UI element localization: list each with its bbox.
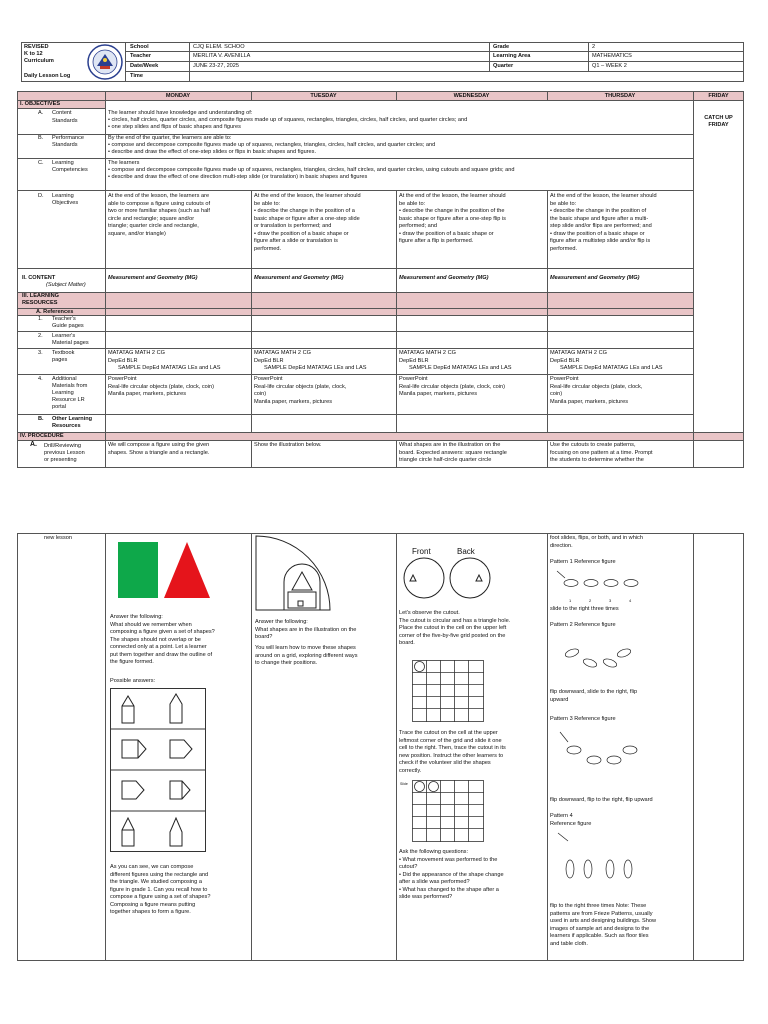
revised-label: REVISED [24, 44, 49, 50]
pattern-4-caption-line: patterns are from Frieze Patterns, usually [550, 910, 653, 917]
resources-heading: III. LEARNING [22, 293, 59, 299]
learning-objectives-letter: D. [38, 193, 44, 199]
wed-observe-line: Place the cutout in the cell on the upper left [399, 625, 507, 631]
pattern-1-num-4: 4 [629, 598, 632, 603]
possible-answers-figure [110, 688, 206, 852]
school-value: CJQ ELEM. SCHOO [193, 44, 245, 50]
tb-line: DepEd BLR [254, 357, 284, 364]
drill-label-2: previous Lesson [44, 450, 85, 456]
pattern-4-caption-line: flip to the right three times Note: These [550, 903, 647, 909]
lo-mon-line: circle and rectangle; square and/or [108, 215, 195, 222]
lo-wed-line: be able to: [399, 200, 426, 207]
lo-tue-line: be able to: [254, 200, 281, 207]
lo-tue-line: performed. [254, 245, 282, 252]
drill-label-1: Drill/Reviewing [44, 443, 81, 449]
mon-conclusion-line: As you can see, we can compose [110, 864, 194, 870]
tb-line: SAMPLE DepEd MATATAG LEs and LAS [409, 365, 512, 371]
daily-lesson-log-label: Daily Lesson Log [24, 73, 71, 79]
wed-ask-line: Ask the following questions: [399, 849, 469, 855]
mon-conclusion-line: figure in grade 1. Can you recall how to [110, 886, 208, 893]
tue-learn-line: around on a grid, exploring different ways [255, 652, 358, 659]
lo-wed-line: performed; and [399, 223, 437, 229]
catch-up-friday-label: FRIDAY [708, 122, 729, 128]
tb-line: MATATAG MATH 2 CG [399, 350, 456, 356]
am-line: PowerPoint [108, 376, 137, 382]
tb-line: MATATAG MATH 2 CG [550, 350, 607, 356]
tb-label-2: pages [52, 357, 68, 363]
am-label-3: Learning [52, 390, 74, 396]
lo-mon-line: able to compose a figure using cutouts of [108, 200, 210, 207]
tue-answer-line: What shapes are in the illustration on the [255, 626, 357, 633]
performance-standards-text-1: By the end of the quarter, the learners are able to: [108, 135, 232, 141]
pattern-4-caption-line: and table cloth. [550, 940, 588, 947]
performance-standards-label-1: Performance [52, 135, 85, 141]
content-heading: II. CONTENT [22, 275, 56, 281]
pattern-3-caption: flip downward, flip to the right, flip upward [550, 797, 653, 803]
lo-mon-line: triangle; quarter circle and rectangle, [108, 223, 199, 229]
am-line: Manila paper, markers, pictures [550, 398, 629, 405]
k12-label: K to 12 [24, 51, 43, 57]
procedure-heading: IV. PROCEDURE [20, 433, 64, 439]
drill-thu-3: the students to determine whether the [550, 457, 644, 463]
mon-answer-line: put them together and draw the outline of [110, 651, 212, 658]
wed-observe-line: Let's observe the cutout. [399, 610, 460, 616]
other-resources-label-1: Other Learning [52, 416, 93, 422]
slide-grid [412, 780, 484, 842]
content-standards-letter: A. [38, 110, 44, 116]
wed-observe-line: corner of the five-by-five grid posted on the [399, 632, 506, 639]
lo-wed-line: basic shape or figure after a one-step flip is [399, 215, 506, 222]
wed-observe-line: The cutout is circular and has a triangle hole. [399, 617, 511, 624]
lo-thu-line: • draw the position of a basic shape or [550, 230, 645, 237]
content-standards-text-2: • circles, half circles, quarter circles, and composite figures made up of squares, rectangles, triangles, circles, half circles, and quarter circles; and [108, 117, 468, 123]
tg-number: 1. [38, 316, 43, 322]
quarter-circle-illustration [254, 534, 336, 612]
content-wed: Measurement and Geometry (MG) [399, 275, 489, 281]
cutout-front-back-figure [402, 556, 492, 602]
lo-thu-line: At the end of the lesson, the learner should [550, 193, 657, 199]
date-label: Date/Week [130, 63, 159, 69]
am-line: Manila paper, markers, pictures [399, 391, 478, 397]
learning-objectives-label-1: Learning [52, 193, 74, 199]
pattern-1-num-1: 1 [569, 598, 572, 603]
new-lesson-label: new lesson [44, 535, 72, 541]
grade-value: 2 [592, 44, 596, 50]
content-subheading: (Subject Matter) [46, 282, 86, 288]
am-line: PowerPoint [399, 376, 428, 382]
thu-intro-1: foot slides, flips, or both, and in which [550, 535, 643, 541]
procedure-row [18, 432, 743, 440]
objectives-heading: I. OBJECTIVES [20, 101, 61, 107]
am-line: Real-life circular objects (plate, clock, coin) [108, 383, 215, 390]
performance-standards-letter: B. [38, 135, 44, 141]
drill-thu-2: focusing on one pattern at a time. Prompt [550, 449, 653, 456]
mon-answer-line: The shapes should not overlap or be [110, 636, 201, 643]
competencies-letter: C. [38, 160, 44, 166]
possible-answers-label: Possible answers: [110, 678, 156, 684]
drill-wed-3: triangle circle half-circle quarter circle [399, 457, 492, 463]
curriculum-label: Curriculum [24, 58, 54, 64]
am-label-1: Additional [52, 376, 77, 382]
tb-line: SAMPLE DepEd MATATAG LEs and LAS [560, 365, 663, 371]
lo-tue-line: figure after a slide or translation is [254, 238, 338, 244]
pattern-2-caption-2: upward [550, 696, 569, 703]
am-line: Manila paper, markers, pictures [254, 398, 333, 405]
pattern-4-caption-line: learners if applicable. Such as floor tiles [550, 933, 649, 939]
pattern-3-title: Pattern 3 Reference figure [550, 716, 616, 722]
content-mon: Measurement and Geometry (MG) [108, 275, 198, 281]
pattern-1-footprints [555, 569, 645, 599]
content-tue: Measurement and Geometry (MG) [254, 275, 344, 281]
competencies-label-1: Learning [52, 160, 74, 166]
am-label-4: Resource LR [52, 397, 85, 403]
deped-seal-icon [87, 43, 123, 81]
tb-line: DepEd BLR [108, 357, 138, 364]
drill-mon-1: We will compose a figure using the given [108, 442, 210, 448]
wed-observe-line: board. [399, 640, 415, 646]
content-thu: Measurement and Geometry (MG) [550, 275, 640, 281]
tue-answer-line: Answer the following: [255, 619, 308, 625]
tb-line: MATATAG MATH 2 CG [254, 350, 311, 356]
lo-thu-line: • describe the change in the position of [550, 208, 647, 214]
learning-area-value: MATHEMATICS [592, 53, 632, 59]
wed-trace-line: leftmost corner of the grid and slide it one [399, 737, 502, 744]
performance-standards-label-2: Standards [52, 142, 78, 148]
content-standards-text-1: The learner should have knowledge and understanding of: [108, 110, 253, 116]
am-line: Manila paper, markers, pictures [108, 391, 187, 397]
mon-conclusion-line: together shapes to form a figure. [110, 909, 191, 915]
mon-conclusion-line: the triangle. We studied composing a [110, 879, 202, 885]
mon-answer-line: connected only at a point. Let a learner [110, 644, 207, 650]
slide-grid-label: Slide [400, 782, 408, 786]
lo-mon-line: square, and/or triangle) [108, 230, 166, 237]
lo-tue-line: • draw the position of a basic shape or [254, 230, 349, 237]
mon-answer-line: the figure formed. [110, 659, 154, 665]
tb-line: MATATAG MATH 2 CG [108, 350, 165, 356]
wed-trace-line: check if the volunteer slid the shapes [399, 760, 491, 766]
drill-letter: A. [30, 441, 37, 448]
am-number: 4. [38, 376, 43, 382]
references-label: A. References [36, 309, 74, 315]
wed-ask-line: • What movement was performed to the [399, 856, 498, 863]
pattern-1-title: Pattern 1 Reference figure [550, 559, 616, 565]
wed-ask-line: cutout? [399, 864, 418, 870]
other-resources-label-2: Resources [52, 423, 81, 429]
lo-wed-line: • describe the change in the position of the [399, 208, 505, 214]
pattern-1-num-3: 3 [609, 598, 612, 603]
pattern-4-footprints [556, 831, 642, 891]
am-line: Real-life circular objects (plate, clock, coin) [399, 383, 506, 390]
pattern-4-title-2: Reference figure [550, 820, 592, 827]
am-line: PowerPoint [254, 376, 283, 382]
quarter-value: Q1 – WEEK 2 [592, 63, 627, 69]
lo-wed-line: • draw the position of a basic shape or [399, 230, 494, 237]
mon-answer-line: Answer the following: [110, 614, 163, 620]
am-label-2: Materials from [52, 383, 88, 389]
wed-trace-line: correctly. [399, 767, 422, 774]
tue-answer-line: board? [255, 634, 273, 640]
quarter-label: Quarter [493, 63, 514, 69]
time-label: Time [130, 73, 143, 79]
pattern-4-title-1: Pattern 4 [550, 813, 573, 819]
catch-up-label: CATCH UP [704, 115, 733, 121]
tb-line: SAMPLE DepEd MATATAG LEs and LAS [264, 365, 367, 371]
day-header-friday: FRIDAY [708, 93, 729, 99]
five-by-five-grid [412, 660, 484, 722]
lm-label-1: Learner's [52, 333, 76, 339]
lo-tue-line: or translation is performed; and [254, 223, 332, 229]
drill-label-3: or presenting [44, 457, 77, 463]
wed-ask-line: after a slide was performed? [399, 879, 470, 885]
lo-thu-line: the basic shape and figure after a multi- [550, 215, 649, 222]
red-triangle [163, 542, 211, 598]
front-label: Front [412, 547, 431, 556]
tb-line: DepEd BLR [399, 357, 429, 364]
pattern-2-footprints [558, 633, 638, 683]
content-standards-label-2: Standards [52, 118, 78, 124]
drill-tue-1: Show the illustration below. [254, 442, 322, 448]
learning-objectives-label-2: Objectives [52, 200, 79, 206]
mon-conclusion-line: Composing a figure means putting [110, 901, 196, 908]
am-line: coin) [550, 391, 563, 397]
date-value: JUNE 23-27, 2025 [193, 63, 240, 69]
pattern-2-title: Pattern 2 Reference figure [550, 622, 616, 628]
mon-answer-line: What should we remember when [110, 621, 192, 628]
learning-resources-row [18, 292, 693, 315]
tue-learn-line: You will learn how to move these shapes [255, 645, 356, 651]
drill-wed-2: board. Expected answers: square rectangle [399, 449, 507, 456]
lo-tue-line: At the end of the lesson, the learner should [254, 193, 361, 199]
am-line: coin) [254, 391, 267, 397]
tg-label-1: Teacher's [52, 316, 76, 322]
competencies-label-2: Competencies [52, 167, 88, 173]
learning-area-label: Learning Area [493, 53, 531, 59]
teacher-value: MERLITA V. AVENILLA [193, 53, 251, 59]
tb-label-1: Textbook [52, 350, 75, 356]
pattern-4-caption-line: images of sample art and designs to the [550, 925, 650, 932]
tb-line: DepEd BLR [550, 357, 580, 364]
lo-tue-line: • describe the change in the position of a [254, 208, 355, 214]
drill-thu-1: Use the cutouts to create patterns, [550, 442, 636, 448]
day-header-thursday: THURSDAY [604, 93, 636, 99]
pattern-1-num-2: 2 [589, 598, 592, 603]
pattern-1-caption: slide to the right three times [550, 606, 619, 612]
am-line: Real-life circular objects (plate, clock, [254, 383, 347, 390]
lo-thu-line: figure after a multistep slide and/or flip is [550, 238, 651, 244]
wed-ask-line: • What has changed to the shape after a [399, 886, 499, 893]
back-label: Back [457, 547, 475, 556]
teacher-label: Teacher [130, 53, 152, 59]
day-header-tuesday: TUESDAY [310, 93, 337, 99]
day-header-monday: MONDAY [165, 93, 191, 99]
am-line: PowerPoint [550, 376, 579, 382]
pattern-2-caption-1: flip downward, slide to the right, flip [550, 689, 638, 695]
lo-thu-line: performed. [550, 245, 578, 252]
pattern-4-caption-line: used in arts and designing buildings. Show [550, 918, 657, 924]
other-resources-letter: B. [38, 416, 44, 422]
wed-trace-line: Trace the cutout on the cell at the upper [399, 730, 498, 736]
competencies-text-2: • compose and decompose composite figures made up of squares, rectangles, triangles, circles, half circles, and quarter circles, using cutouts and square grids; and [108, 167, 515, 173]
day-header-wednesday: WEDNESDAY [453, 93, 490, 99]
wed-trace-line: new position. Instruct the other learners to [399, 752, 504, 759]
pattern-3-footprints [556, 728, 640, 788]
competencies-text-1: The learners [108, 160, 140, 166]
drill-wed-1: What shapes are in the illustration on the [399, 442, 501, 448]
mon-answer-line: composing a figure given a set of shapes? [110, 629, 215, 635]
am-label-5: portal [52, 404, 66, 410]
lo-thu-line: be able to: [550, 200, 577, 207]
resources-heading-2: RESOURCES [22, 300, 58, 306]
lo-wed-line: figure after a flip is performed. [399, 238, 474, 244]
green-rectangle [118, 542, 158, 598]
lo-mon-line: two or more familiar shapes (such as half [108, 208, 210, 214]
tg-label-2: Guide pages [52, 323, 84, 329]
wed-trace-line: cell to the right. Then, trace the cutout in its [399, 745, 506, 751]
drill-mon-2: shapes. Show a triangle and a rectangle. [108, 449, 210, 456]
content-standards-label-1: Content [52, 110, 72, 116]
lo-wed-line: At the end of the lesson, the learner should [399, 193, 506, 199]
thu-intro-2: direction. [550, 542, 573, 549]
grade-label: Grade [493, 44, 510, 50]
competencies-text-3: • describe and draw the effect of one direction multi-step slide (or translation) in basic shapes and figures [108, 174, 368, 180]
wed-ask-line: • Did the appearance of the shape change [399, 871, 504, 878]
lo-thu-line: step slide and/or flips are performed; and [550, 223, 652, 229]
mon-conclusion-line: different figures using the rectangle and [110, 871, 209, 878]
lo-mon-line: At the end of the lesson, the learners are [108, 193, 210, 199]
tue-learn-line: to change their positions. [255, 660, 318, 666]
lo-tue-line: basic shape or figure after a one-step slide [254, 215, 360, 222]
tb-line: SAMPLE DepEd MATATAG LEs and LAS [118, 365, 221, 371]
mon-conclusion-line: compose a figure using a set of shapes? [110, 894, 211, 900]
school-label: School [130, 44, 149, 50]
performance-standards-text-2: • compose and decompose composite figures made up of squares, rectangles, triangles, circles, half circles, and quarter circles; and [108, 142, 436, 148]
am-line: Real-life circular objects (plate, clock, [550, 383, 643, 390]
lm-label-2: Material pages [52, 340, 89, 346]
lm-number: 2. [38, 333, 43, 339]
performance-standards-text-3: • describe and draw the effect of one-step slides or flips in basic shapes and figures. [108, 149, 317, 155]
wed-ask-line: slide was performed? [399, 894, 453, 900]
tb-number: 3. [38, 350, 43, 356]
content-standards-text-3: • one step slides and flips of basic shapes and figures [108, 124, 241, 130]
